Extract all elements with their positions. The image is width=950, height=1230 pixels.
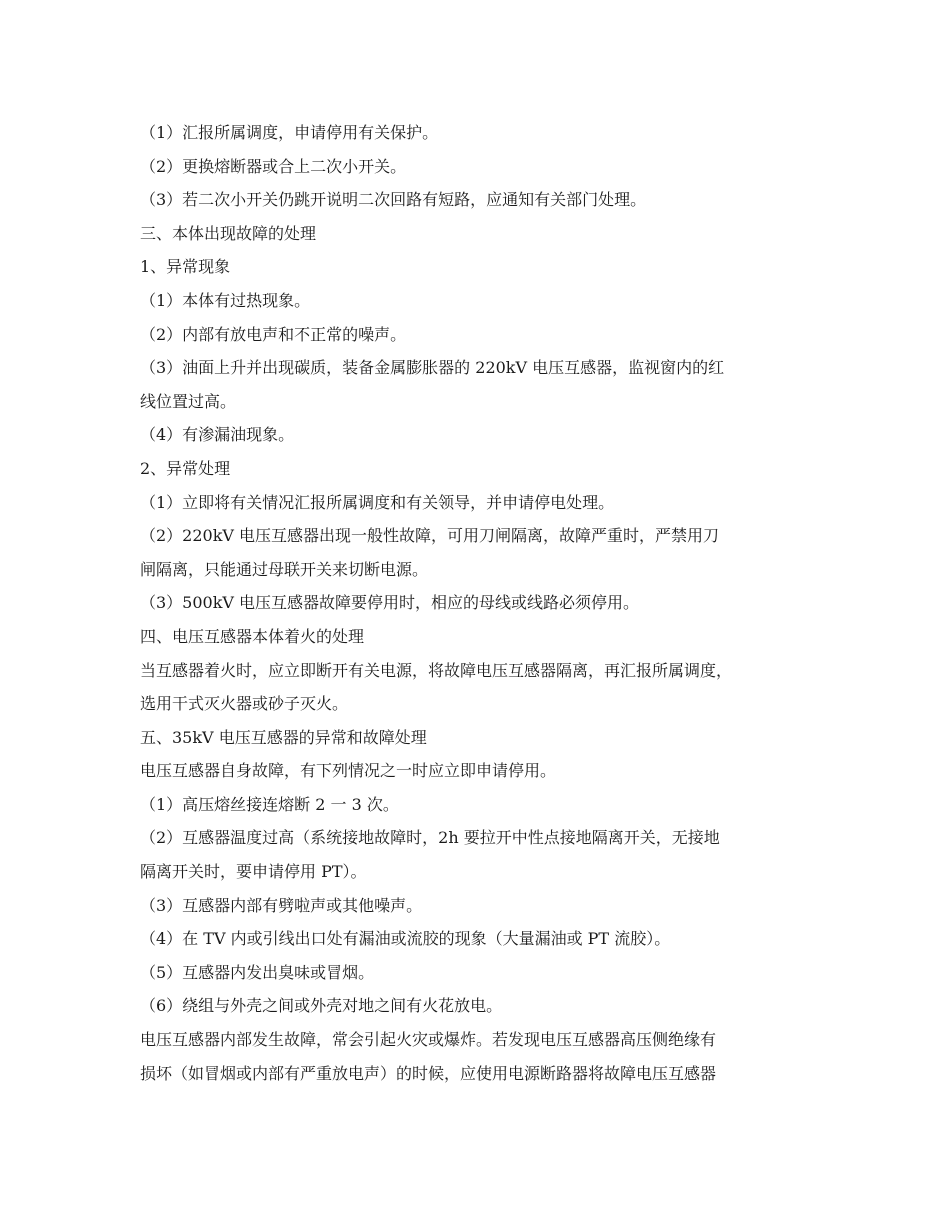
section-heading: 三、本体出现故障的处理 (140, 223, 317, 243)
document-body (140, 116, 820, 1090)
text-line: （6）绕组与外壳之间或外壳对地之间有火花放电。 (140, 996, 503, 1016)
text-line: 选用干式灭火器或砂子灭火。 (140, 694, 349, 714)
text-line: （3）油面上升并出现碳质，装备金属膨胀器的 220kV 电压互感器，监视窗内的红 (140, 358, 725, 378)
subsection-heading: 2、异常处理 (140, 458, 231, 478)
text-line: （3）互感器内部有劈啦声或其他噪声。 (140, 895, 423, 915)
text-line: 损坏（如冒烟或内部有严重放电声）的时候，应使用电源断路器将故障电压互感器 (140, 1063, 717, 1083)
text-line: （3）若二次小开关仍跳开说明二次回路有短路，应通知有关部门处理。 (140, 190, 647, 210)
section-heading: 四、电压互感器本体着火的处理 (140, 626, 365, 646)
text-line: （1）本体有过热现象。 (140, 290, 311, 310)
subsection-heading: 1、异常现象 (140, 257, 231, 277)
text-line: 电压互感器内部发生故障，常会引起火灾或爆炸。若发现电压互感器高压侧绝缘有 (140, 1030, 717, 1050)
text-line: 闸隔离，只能通过母联开关来切断电源。 (140, 559, 429, 579)
text-line: （1）汇报所属调度，申请停用有关保护。 (140, 123, 439, 142)
text-line: 电压互感器自身故障，有下列情况之一时应立即申请停用。 (140, 761, 557, 781)
text-line: （3）500kV 电压互感器故障要停用时，相应的母线或线路必须停用。 (140, 593, 640, 613)
text-line: 当互感器着火时，应立即断开有关电源，将故障电压互感器隔离，再汇报所属调度， (140, 660, 733, 680)
section-heading: 五、35kV 电压互感器的异常和故障处理 (140, 727, 427, 747)
text-line: （4）有渗漏油现象。 (140, 425, 295, 445)
text-line: （1）高压熔丝接连熔断 2 一 3 次。 (140, 794, 399, 814)
text-line: （4）在 TV 内或引线出口处有漏油或流胶的现象（大量漏油或 PT 流胶）。 (140, 929, 671, 949)
text-line: （5）互感器内发出臭味或冒烟。 (140, 962, 375, 982)
text-line: 线位置过高。 (140, 391, 237, 411)
text-line: （2）互感器温度过高（系统接地故障时，2h 要拉开中性点接地隔离开关，无接地 (140, 828, 720, 848)
text-line: （1）立即将有关情况汇报所属调度和有关领导，并申请停电处理。 (140, 492, 615, 512)
text-line: （2）更换熔断器或合上二次小开关。 (140, 156, 407, 176)
text-line: 隔离开关时，要申请停用 PT）。 (140, 862, 367, 882)
text-line: （2）内部有放电声和不正常的噪声。 (140, 324, 407, 344)
text-line: （2）220kV 电压互感器出现一般性故障，可用刀闸隔离，故障严重时，严禁用刀 (140, 526, 720, 546)
